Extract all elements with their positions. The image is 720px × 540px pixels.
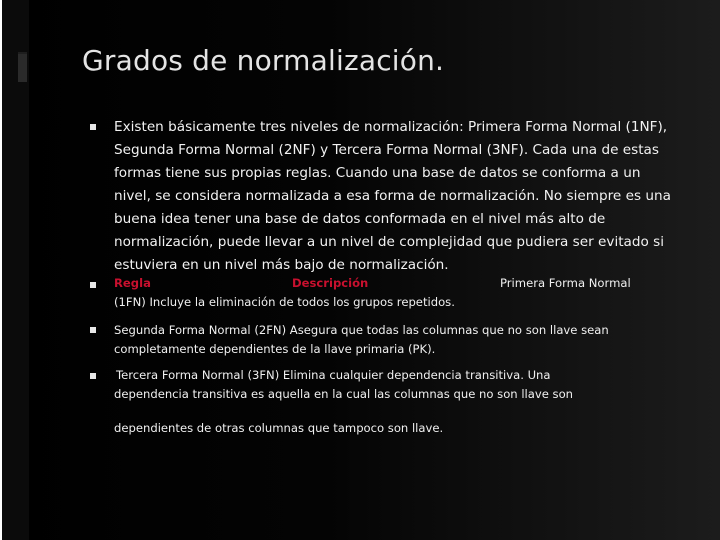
second-normal-form-line1: Segunda Forma Normal (2FN) Asegura que todas las columnas que no son llave sean (114, 323, 609, 337)
third-normal-form-line2: dependencia transitiva es aquella en la cual las columnas que no son llave son (114, 387, 574, 401)
bullet-icon (90, 124, 96, 130)
intro-paragraph: Existen básicamente tres niveles de normalización: Primera Forma Normal (1NF), Segunda Forma Normal (2NF) y Tercera Forma Normal (3NF). Cada una de estas formas tiene sus propias reglas. Cuando una base de datos se conforma a un nivel, se considera normalizada a esa forma de normalización. No siempre es una buena idea tener una base de datos conformada en el nivel más alto de normalización, puede llevar a un nivel de complejidad que pudiera ser evitado si estuviera en un nivel más bajo de normalización. (114, 119, 671, 273)
slide (2, 0, 720, 540)
second-normal-form-line2: completamente dependientes de la llave primaria (PK). (114, 342, 436, 356)
accent-bar (18, 54, 27, 82)
first-normal-form-label: Primera Forma Normal (500, 276, 631, 290)
rule-header: Regla (114, 276, 151, 290)
description-header: Descripción (292, 276, 369, 290)
bullet-icon (90, 373, 96, 379)
third-normal-form-line3: dependientes de otras columnas que tampoco son llave. (114, 421, 444, 435)
first-normal-form-description: (1FN) Incluye la eliminación de todos los grupos repetidos. (114, 295, 455, 309)
bullet-icon (90, 327, 96, 333)
bullet-icon (90, 282, 96, 288)
slide-title: Grados de normalización. (82, 44, 445, 77)
third-normal-form-line1: Tercera Forma Normal (3FN) Elimina cualquier dependencia transitiva. Una (116, 368, 551, 382)
